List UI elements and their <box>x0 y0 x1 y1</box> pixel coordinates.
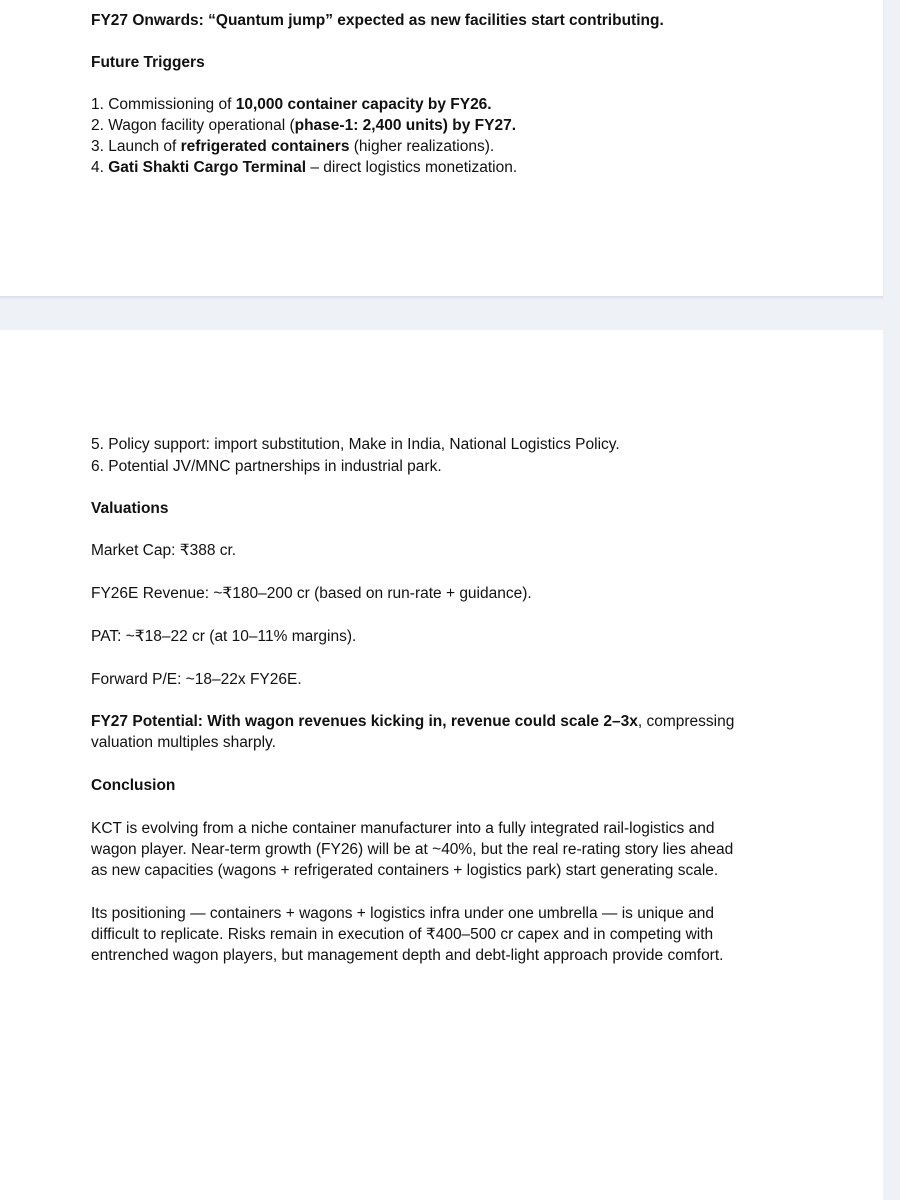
market-cap-line: Market Cap: ₹388 cr. <box>91 542 237 559</box>
page-gap <box>0 296 883 300</box>
trigger-2-pre: 2. Wagon facility operational ( <box>91 117 295 134</box>
trigger-item-1 <box>91 94 781 115</box>
trigger-item-3 <box>91 136 781 157</box>
pat-line: PAT: ~₹18–22 cr (at 10–11% margins). <box>91 628 357 645</box>
trigger-1-pre: 1. Commissioning of <box>91 96 236 113</box>
trigger-item-4 <box>91 157 781 178</box>
document-page-1 <box>0 0 883 296</box>
fy27-onwards-heading: FY27 Onwards: “Quantum jump” expected as new facilities start contributing. <box>91 12 664 29</box>
trigger-item-5: 5. Policy support: import substitution, Make in India, National Logistics Policy. <box>91 436 620 453</box>
trigger-2-bold: phase-1: 2,400 units) by FY27. <box>294 117 517 134</box>
fy27-potential-bold: FY27 Potential: With wagon revenues kicking in, revenue could scale 2–3x <box>91 713 638 730</box>
fy27-potential-line-2: valuation multiples sharply. <box>91 734 276 751</box>
forward-pe-line: Forward P/E: ~18–22x FY26E. <box>91 671 302 688</box>
document-page-2 <box>0 330 883 1200</box>
fy26e-revenue-line: FY26E Revenue: ~₹180–200 cr (based on run-rate + guidance). <box>91 585 532 602</box>
trigger-3-post: (higher realizations). <box>349 138 495 155</box>
trigger-4-pre: 4. <box>91 159 109 176</box>
trigger-item-6: 6. Potential JV/MNC partnerships in industrial park. <box>91 458 442 475</box>
fy27-potential-rest: , compressing <box>637 713 735 730</box>
conclusion-p1-line-1: KCT is evolving from a niche container manufacturer into a fully integrated rail-logistics and <box>91 820 715 837</box>
trigger-3-pre: 3. Launch of <box>91 138 181 155</box>
trigger-item-2 <box>91 115 781 136</box>
trigger-1-bold: 10,000 container capacity by FY26. <box>235 96 492 113</box>
valuations-heading: Valuations <box>91 500 169 517</box>
trigger-3-bold: refrigerated containers <box>180 138 350 155</box>
conclusion-p1-line-2: wagon player. Near-term growth (FY26) will be at ~40%, but the real re-rating story lies ahead <box>91 841 734 858</box>
conclusion-heading: Conclusion <box>91 777 176 794</box>
conclusion-p1-line-3: as new capacities (wagons + refrigerated containers + logistics park) start generating scale. <box>91 862 719 879</box>
conclusion-p2-line-3: entrenched wagon players, but management depth and debt-light approach provide comfort. <box>91 947 724 964</box>
conclusion-p2-line-2: difficult to replicate. Risks remain in execution of ₹400–500 cr capex and in competing with <box>91 926 714 943</box>
conclusion-p2-line-1: Its positioning — containers + wagons + logistics infra under one umbrella — is unique and <box>91 905 714 922</box>
trigger-4-bold: Gati Shakti Cargo Terminal <box>108 159 307 176</box>
future-triggers-heading: Future Triggers <box>91 54 205 71</box>
trigger-4-post: – direct logistics monetization. <box>306 159 518 176</box>
fy27-potential-line <box>91 711 781 732</box>
